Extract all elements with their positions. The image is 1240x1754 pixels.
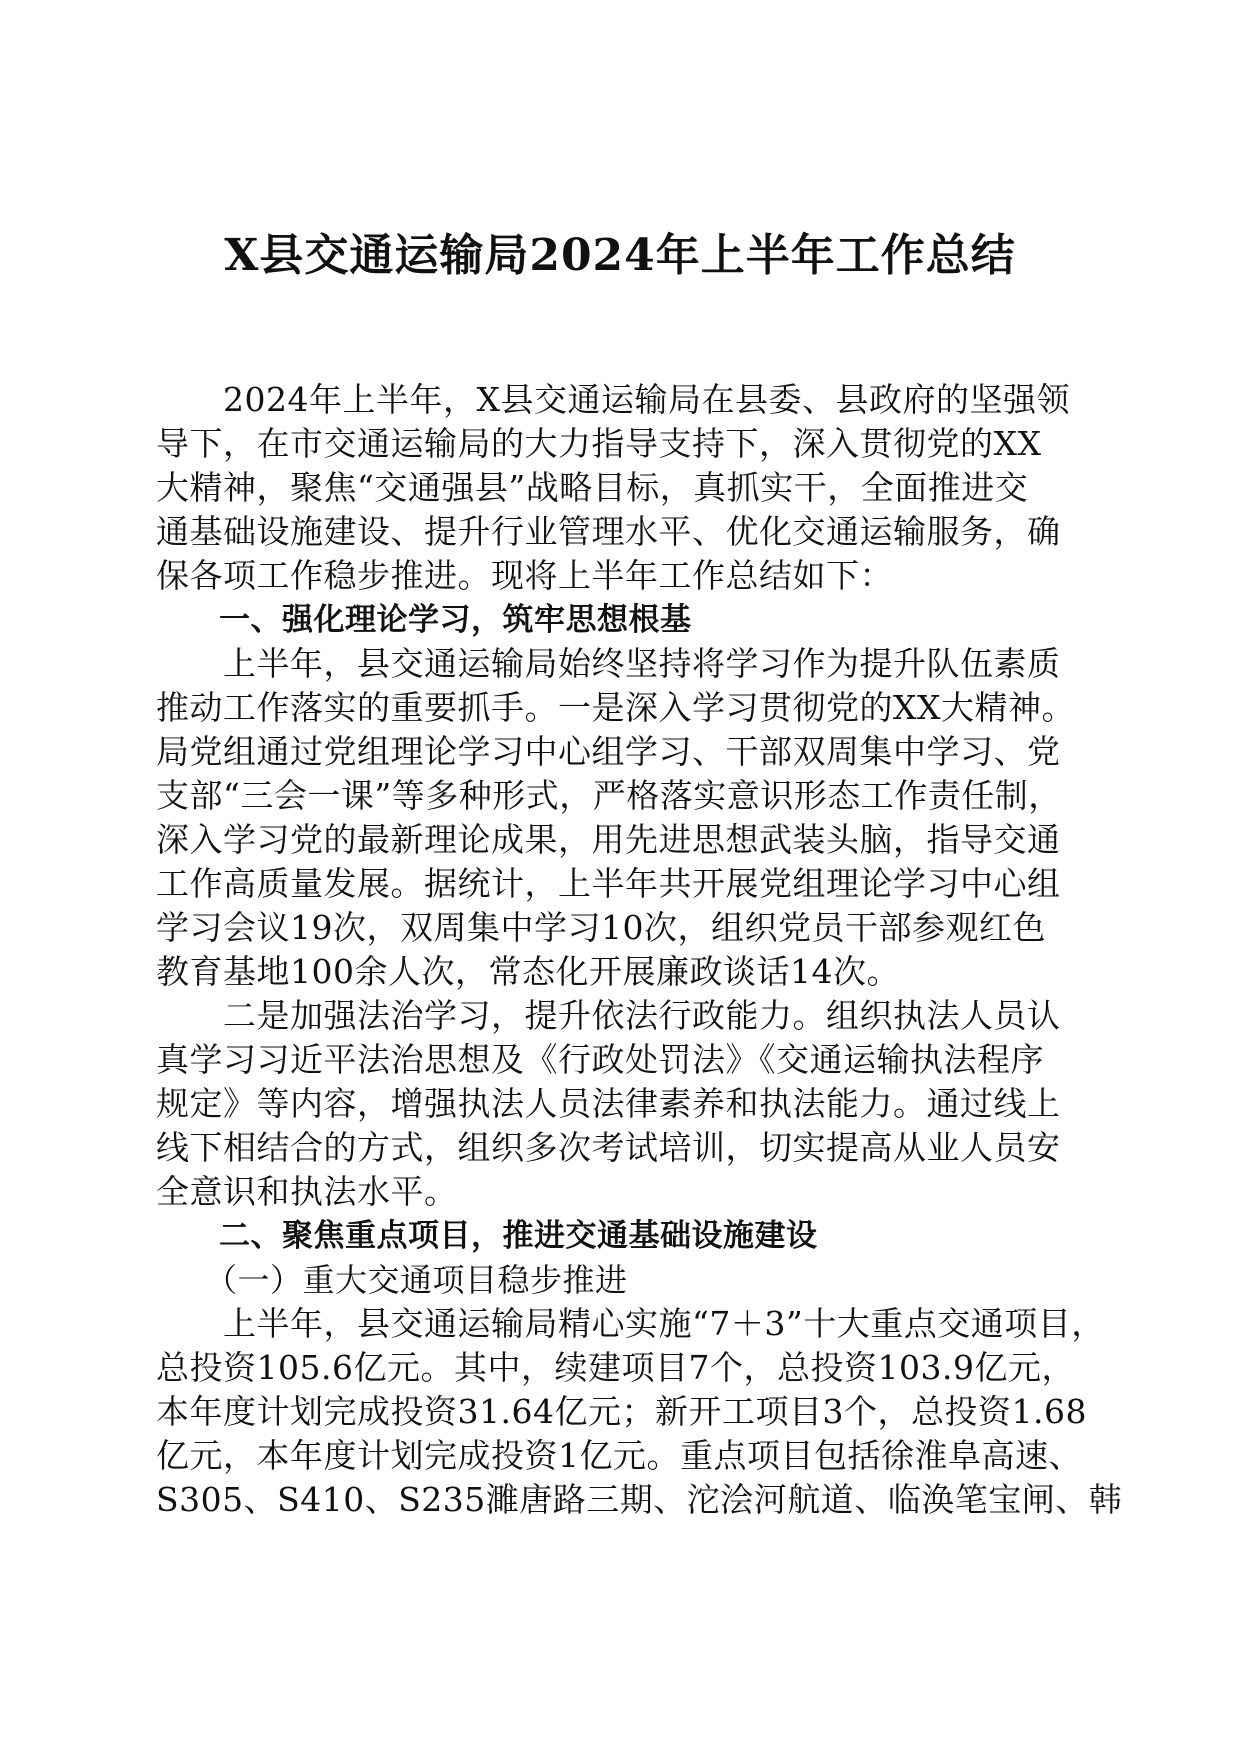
section-heading-1: 一、强化理论学习，筑牢思想根基: [156, 602, 692, 638]
body-line: 亿元，本年度计划完成投资1亿元。重点项目包括徐淮阜高速、: [156, 1436, 1082, 1475]
body-line: 导下，在市交通运输局的大力指导支持下，深入贯彻党的XX: [156, 424, 1042, 463]
body-line: 学习会议19次，双周集中学习10次，组织党员干部参观红色: [156, 908, 1046, 947]
body-line: 大精神，聚焦“交通强县”战略目标，真抓实干，全面推进交: [156, 468, 1029, 507]
body-line: 本年度计划完成投资31.64亿元；新开工项目3个，总投资1.68: [156, 1392, 1087, 1431]
body-line: S305、S410、S235濉唐路三期、沱浍河航道、临涣笔宝闸、韩: [156, 1480, 1123, 1519]
document-title: X县交通运输局2024年上半年工作总结: [224, 230, 1016, 281]
body-line: 支部“三会一课”等多种形式，严格落实意识形态工作责任制，: [156, 776, 1062, 815]
body-line: 教育基地100余人次，常态化开展廉政谈话14次。: [156, 952, 900, 991]
body-line: 推动工作落实的重要抓手。一是深入学习贯彻党的XX大精神。: [156, 688, 1075, 727]
body-line: 线下相结合的方式，组织多次考试培训，切实提高从业人员安: [156, 1128, 1061, 1167]
subsection-heading-1: （一）重大交通项目稳步推进: [156, 1261, 628, 1299]
body-line: 工作高质量发展。据统计，上半年共开展党组理论学习中心组: [156, 864, 1061, 903]
section-heading-2: 二、聚焦重点项目，推进交通基础设施建设: [156, 1218, 818, 1254]
body-line: 全意识和执法水平。: [156, 1172, 458, 1211]
body-line: 保各项工作稳步推进。现将上半年工作总结如下：: [156, 556, 893, 595]
body-line: 上半年，县交通运输局始终坚持将学习作为提升队伍素质: [156, 644, 1061, 683]
body-line: 局党组通过党组理论学习中心组学习、干部双周集中学习、党: [156, 732, 1061, 771]
body-line: 真学习习近平法治思想及《行政处罚法》《交通运输执法程序: [156, 1040, 1044, 1079]
body-line: 上半年，县交通运输局精心实施“7＋3”十大重点交通项目，: [156, 1304, 1105, 1343]
body-line: 总投资105.6亿元。其中，续建项目7个，总投资103.9亿元，: [156, 1348, 1075, 1387]
body-line: 2024年上半年，X县交通运输局在县委、县政府的坚强领: [156, 380, 1070, 419]
body-line: 深入学习党的最新理论成果，用先进思想武装头脑，指导交通: [156, 820, 1061, 859]
body-line: 规定》等内容，增强执法人员法律素养和执法能力。通过线上: [156, 1084, 1061, 1123]
body-line: 通基础设施建设、提升行业管理水平、优化交通运输服务，确: [156, 512, 1061, 551]
body-line: 二是加强法治学习，提升依法行政能力。组织执法人员认: [156, 996, 1061, 1035]
